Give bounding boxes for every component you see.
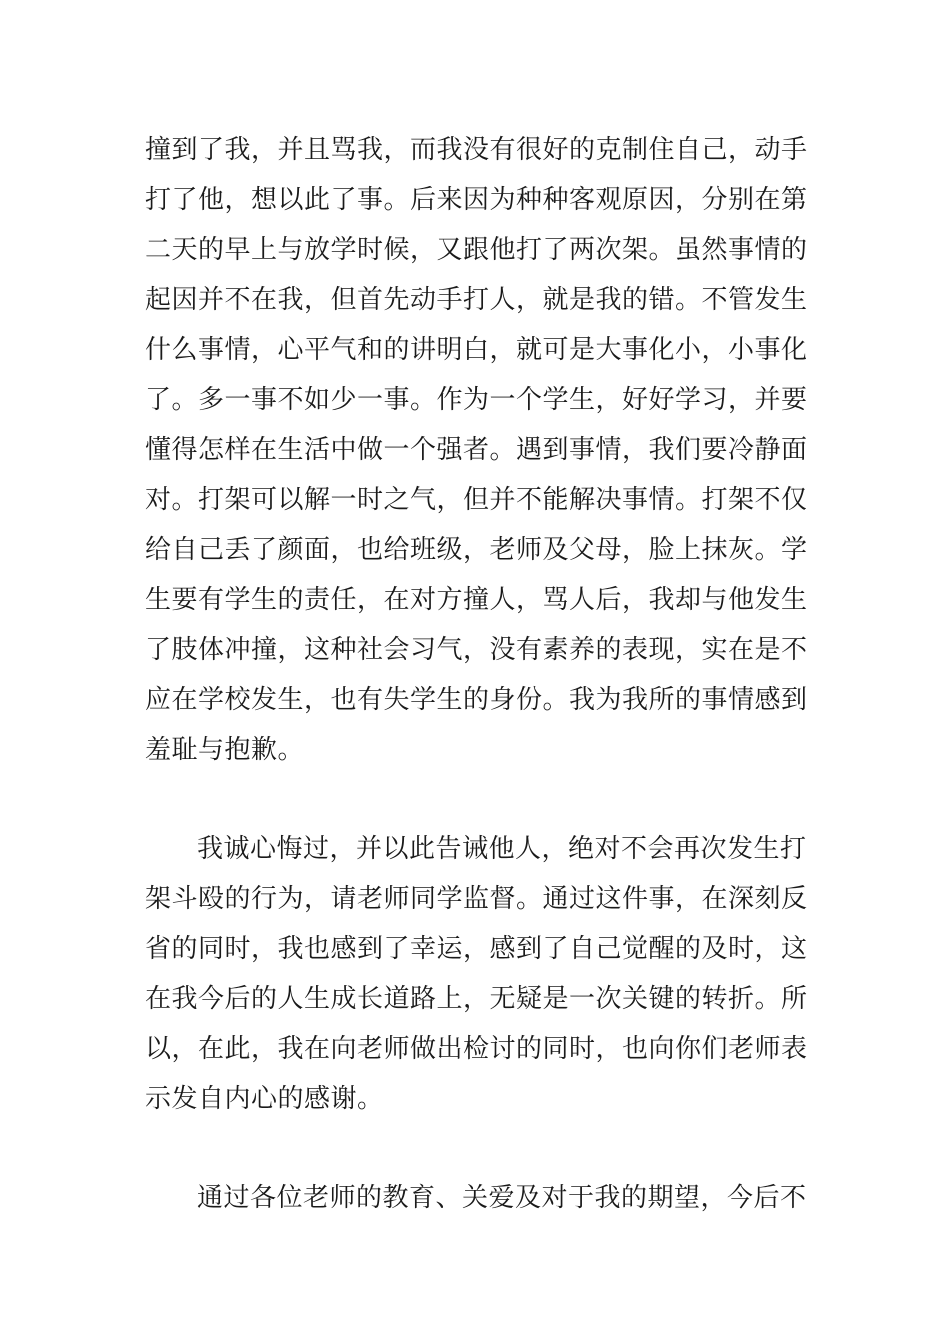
text-line: 了。多一事不如少一事。作为一个学生，好好学习，并要 <box>145 385 808 415</box>
text-line: 以，在此，我在向老师做出检讨的同时，也向你们老师表 <box>145 1034 808 1064</box>
paragraph-3 <box>145 1173 815 1223</box>
text-line: 懂得怎样在生活中做一个强者。遇到事情，我们要冷静面 <box>145 435 808 465</box>
text-line: 了肢体冲撞，这种社会习气，没有素养的表现，实在是不 <box>145 635 808 665</box>
text-line: 对。打架可以解一时之气，但并不能解决事情。打架不仅 <box>145 485 808 515</box>
text-line: 打了他，想以此了事。后来因为种种客观原因，分别在第 <box>145 185 808 215</box>
text-line: 架斗殴的行为，请老师同学监督。通过这件事，在深刻反 <box>145 884 808 914</box>
text-line: 在我今后的人生成长道路上，无疑是一次关键的转折。所 <box>145 984 808 1014</box>
text-line-indented: 通过各位老师的教育、关爱及对于我的期望，今后不 <box>197 1183 807 1213</box>
paragraph-1 <box>145 125 815 775</box>
text-line-indented: 我诚心悔过，并以此告诫他人，绝对不会再次发生打 <box>197 834 807 864</box>
text-line: 起因并不在我，但首先动手打人，就是我的错。不管发生 <box>145 285 808 315</box>
text-line: 生要有学生的责任，在对方撞人，骂人后，我却与他发生 <box>145 585 808 615</box>
text-line: 撞到了我，并且骂我，而我没有很好的克制住自己，动手 <box>145 135 808 165</box>
text-line: 应在学校发生，也有失学生的身份。我为我所的事情感到 <box>145 685 808 715</box>
text-line: 示发自内心的感谢。 <box>145 1084 384 1114</box>
text-line: 二天的早上与放学时候，又跟他打了两次架。虽然事情的 <box>145 235 808 265</box>
text-line: 什么事情，心平气和的讲明白，就可是大事化小，小事化 <box>145 335 808 365</box>
text-line: 省的同时，我也感到了幸运，感到了自己觉醒的及时，这 <box>145 934 808 964</box>
paragraph-2 <box>145 824 815 1124</box>
text-line: 羞耻与抱歉。 <box>145 735 305 765</box>
text-line: 给自己丢了颜面，也给班级，老师及父母，脸上抹灰。学 <box>145 535 808 565</box>
